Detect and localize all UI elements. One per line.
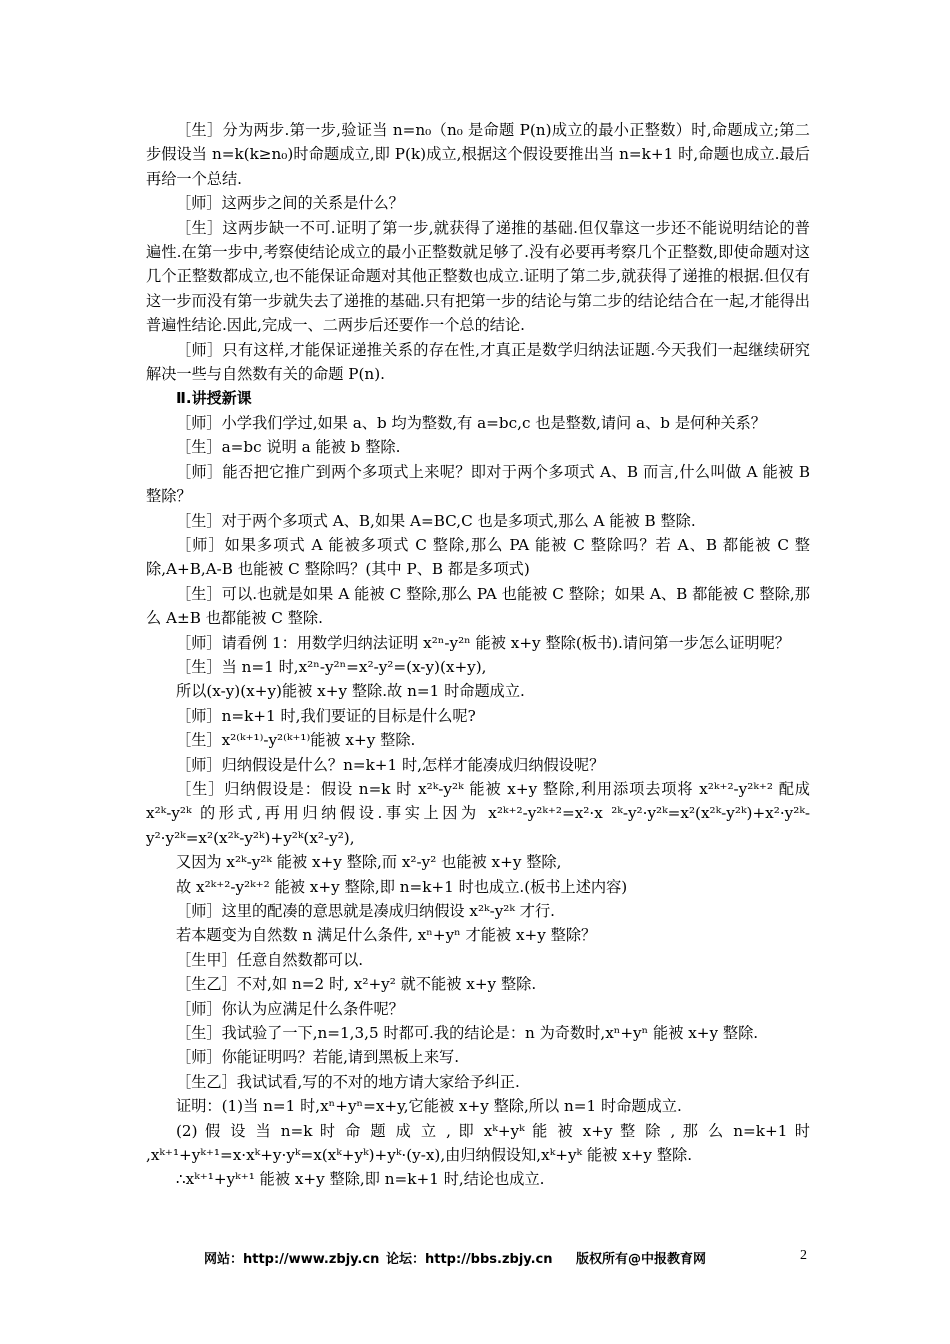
paragraph: 证明：(1)当 n=1 时,xⁿ+yⁿ=x+y,它能被 x+y 整除,所以 n=1 时命题成立. [176,1097,682,1116]
paragraph: ［生］归纳假设是：假设 n=k 时 x²ᵏ-y²ᵏ 能被 x+y 整除,利用添项去项将 x²ᵏ⁺²-y²ᵏ⁺² 配成 x²ᵏ-y²ᵏ 的形式,再用归纳假设.事实上因为 x²ᵏ⁺²-y²ᵏ⁺²=x²·x ²ᵏ-y²·y²ᵏ=x²(x²ᵏ-y²ᵏ)+x²·y²ᵏ-y²·y²ᵏ=x²(x²ᵏ-y²ᵏ)+y²ᵏ(x²-y²), [146,779,810,847]
paragraph: 故 x²ᵏ⁺²-y²ᵏ⁺² 能被 x+y 整除,即 n=k+1 时也成立.(板书上述内容) [176,877,628,896]
paragraph: ［师］你认为应满足什么条件呢？ [176,999,404,1018]
paragraph: ［生］当 n=1 时,x²ⁿ-y²ⁿ=x²-y²=(x-y)(x+y), [176,657,487,676]
page-footer [0,1248,950,1272]
footer-website-link[interactable]: 网站：http://www.zbjy.cn [204,1252,380,1267]
paragraph: ［师］能否把它推广到两个多项式上来呢？即对于两个多项式 A、B 而言,什么叫做 A 能被 B 整除？ [146,462,810,506]
paragraph: ［师］这两步之间的关系是什么？ [176,194,404,213]
paragraph: ［师］归纳假设是什么？n=k+1 时,怎样才能凑成归纳假设呢？ [176,755,605,774]
paragraph: ［师］只有这样,才能保证递推关系的存在性,才真正是数学归纳法证题.今天我们一起继续研究解决一些与自然数有关的命题 P(n). [146,340,810,384]
paragraph: (2) 假 设 当 n=k 时 命 题 成 立 , 即 xᵏ+yᵏ 能 被 x+y 整 除 , 那 么 n=k+1 时 ,xᵏ⁺¹+yᵏ⁺¹=x·xᵏ+y·yᵏ=x(xᵏ+yᵏ)+yᵏ·(y-x),由归纳假设知,xᵏ+yᵏ 能被 x+y 整除. [146,1121,810,1165]
paragraph: 所以(x-y)(x+y)能被 x+y 整除.故 n=1 时命题成立. [176,682,525,701]
document-body [146,118,810,1192]
paragraph: ［师］你能证明吗？若能,请到黑板上来写. [176,1048,460,1067]
paragraph: 若本题变为自然数 n 满足什么条件, xⁿ+yⁿ 才能被 x+y 整除？ [176,926,597,945]
page-number: 2 [800,1248,807,1263]
paragraph: ［生］这两步缺一不可.证明了第一步,就获得了递推的基础.但仅靠这一步还不能说明结论的普遍性.在第一步中,考察使结论成立的最小正整数就足够了.没有必要再考察几个正整数,即使命题对这几个正整数都成立,也不能保证命题对其他正整数也成立.证明了第二步,就获得了递推的根据.但仅有这一步而没有第一步就失去了递推的基础.只有把第一步的结论与第二步的结论结合在一起,才能得出普遍性结论.因此,完成一、二两步后还要作一个总的结论. [146,218,810,335]
paragraph: ［师］n=k+1 时,我们要证的目标是什么呢? [176,706,476,725]
paragraph: ［师］如果多项式 A 能被多项式 C 整除,那么 PA 能被 C 整除吗？若 A、B 都能被 C 整除,A+B,A-B 也能被 C 整除吗？(其中 P、B 都是多项式) [146,535,810,579]
paragraph: ［生乙］不对,如 n=2 时, x²+y² 就不能被 x+y 整除. [176,975,537,994]
paragraph: ［生］可以.也就是如果 A 能被 C 整除,那么 PA 也能被 C 整除；如果 A、B 都能被 C 整除,那么 A±B 也都能被 C 整除. [146,584,810,628]
footer-forum-link[interactable]: 论坛：http://bbs.zbjy.cn [386,1252,553,1267]
paragraph: ［生］我试验了一下,n=1,3,5 时都可.我的结论是：n 为奇数时,xⁿ+yⁿ 能被 x+y 整除. [176,1024,759,1043]
paragraph: ∴xᵏ⁺¹+yᵏ⁺¹ 能被 x+y 整除,即 n=k+1 时,结论也成立. [176,1170,545,1189]
paragraph: ［生甲］任意自然数都可以. [176,950,364,969]
paragraph: 又因为 x²ᵏ-y²ᵏ 能被 x+y 整除,而 x²-y² 也能被 x+y 整除, [176,853,562,872]
section-heading: Ⅱ.讲授新课 [176,389,252,408]
paragraph: ［生］x²⁽ᵏ⁺¹⁾-y²⁽ᵏ⁺¹⁾能被 x+y 整除. [176,731,416,750]
paragraph: ［师］这里的配凑的意思就是凑成归纳假设 x²ᵏ-y²ᵏ 才行. [176,902,555,920]
footer-copyright: 版权所有@中报教育网 [576,1252,707,1267]
paragraph: ［生］对于两个多项式 A、B,如果 A=BC,C 也是多项式,那么 A 能被 B 整除. [176,511,696,530]
paragraph: ［师］小学我们学过,如果 a、b 均为整数,有 a=bc,c 也是整数,请问 a、b 是何种关系？ [176,413,766,432]
paragraph: ［生］分为两步.第一步,验证当 n=n₀（n₀ 是命题 P(n)成立的最小正整数）时,命题成立;第二步假设当 n=k(k≥n₀)时命题成立,即 P(k)成立,根据这个假设要推出当 n=k+1 时,命题也成立.最后再给一个总结. [146,121,810,188]
paragraph: ［生］a=bc 说明 a 能被 b 整除. [176,438,401,457]
paragraph: ［师］请看例 1：用数学归纳法证明 x²ⁿ-y²ⁿ 能被 x+y 整除(板书).请问第一步怎么证明呢？ [176,633,790,652]
paragraph: ［生乙］我试试看,写的不对的地方请大家给予纠正. [176,1072,520,1091]
